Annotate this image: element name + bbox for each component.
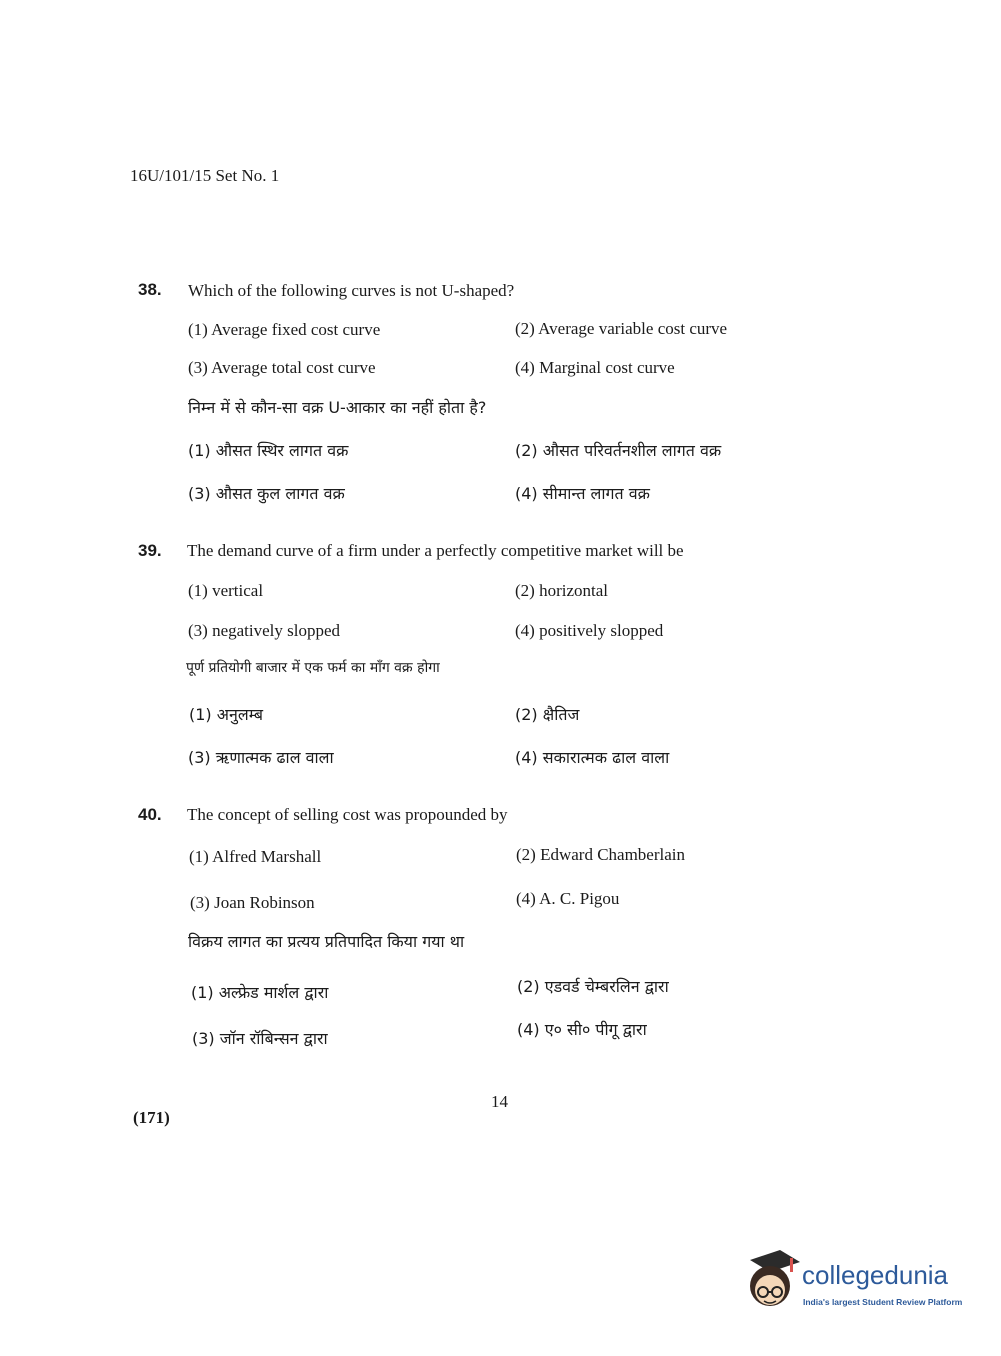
option-en-4: (4) A. C. Pigou: [516, 889, 620, 908]
mascot-icon: [742, 1248, 802, 1318]
option-en-2: (2) Edward Chamberlain: [516, 845, 685, 864]
option-en-1: (1) Average fixed cost curve: [188, 320, 381, 339]
option-en-2: (2) Average variable cost curve: [515, 319, 728, 338]
question-text-en: The concept of selling cost was propounded by: [187, 805, 508, 824]
option-hi-2: (2) औसत परिवर्तनशील लागत वक्र: [515, 441, 722, 460]
option-hi-3: (3) औसत कुल लागत वक्र: [188, 484, 345, 503]
option-en-3: (3) negatively slopped: [188, 621, 341, 640]
question-number: 39.: [138, 541, 162, 560]
question-text-hi: विक्रय लागत का प्रत्यय प्रतिपादित किया गया था: [188, 932, 465, 951]
option-en-3: (3) Average total cost curve: [188, 358, 376, 377]
question-text-hi: पूर्ण प्रतियोगी बाजार में एक फर्म का माँग वक्र होगा: [186, 660, 440, 676]
question-text-en: Which of the following curves is not U-shaped?: [188, 281, 515, 300]
option-hi-1: (1) अनुलम्ब: [189, 705, 264, 724]
option-en-1: (1) Alfred Marshall: [189, 847, 322, 866]
option-en-3: (3) Joan Robinson: [190, 893, 315, 912]
option-hi-3: (3) ऋणात्मक ढाल वाला: [188, 748, 334, 767]
page-number: 14: [491, 1092, 508, 1111]
option-hi-4: (4) सीमान्त लागत वक्र: [515, 484, 650, 503]
option-en-2: (2) horizontal: [515, 581, 608, 600]
option-hi-2: (2) क्षैतिज: [515, 705, 580, 724]
option-hi-4: (4) ए० सी० पीगू द्वारा: [517, 1020, 647, 1039]
option-en-1: (1) vertical: [188, 581, 264, 600]
option-en-4: (4) positively slopped: [515, 621, 664, 640]
question-number: 40.: [138, 805, 162, 824]
question-text-en: The demand curve of a firm under a perfectly competitive market will be: [187, 541, 684, 560]
set-info-header: 16U/101/15 Set No. 1: [130, 166, 280, 185]
option-hi-1: (1) औसत स्थिर लागत वक्र: [188, 441, 349, 460]
option-en-4: (4) Marginal cost curve: [515, 358, 675, 377]
paper-code: (171): [133, 1108, 170, 1127]
option-hi-4: (4) सकारात्मक ढाल वाला: [515, 748, 670, 767]
option-hi-3: (3) जॉन रॉबिन्सन द्वारा: [192, 1029, 328, 1048]
brand-tagline: India's largest Student Review Platform: [803, 1297, 963, 1307]
question-number: 38.: [138, 280, 162, 299]
option-hi-1: (1) अल्फ्रेड मार्शल द्वारा: [191, 983, 329, 1002]
option-hi-2: (2) एडवर्ड चेम्बरलिन द्वारा: [517, 977, 669, 996]
brand-name: collegedunia: [802, 1260, 949, 1290]
question-text-hi: निम्न में से कौन-सा वक्र U-आकार का नहीं होता है?: [188, 398, 487, 417]
